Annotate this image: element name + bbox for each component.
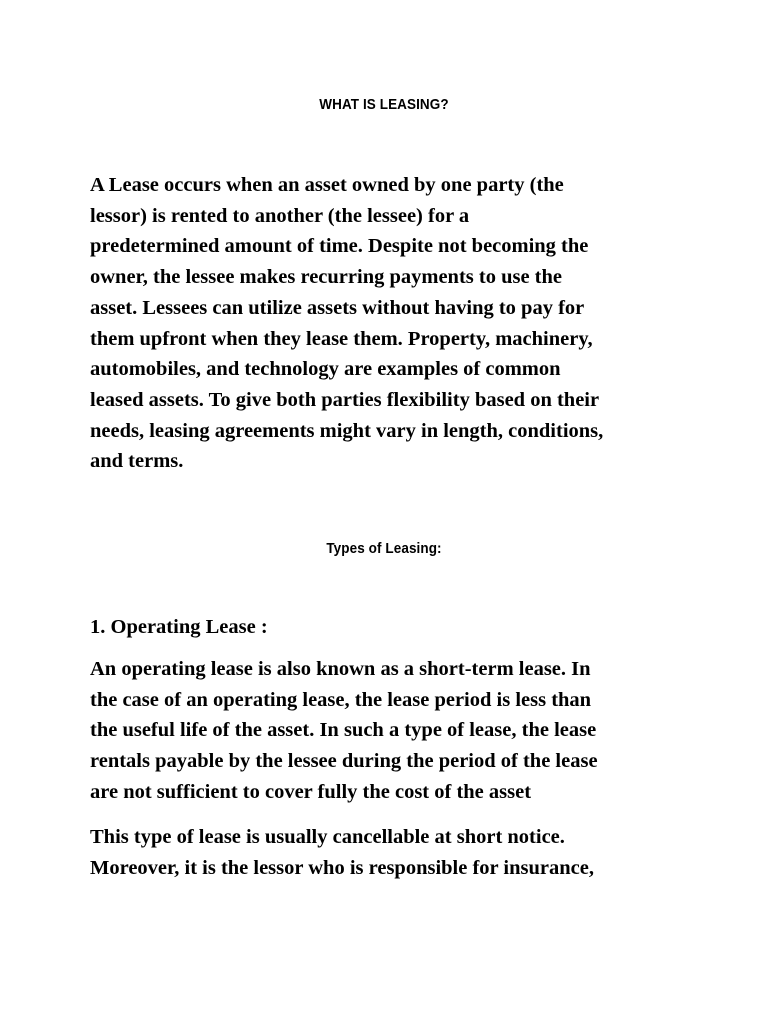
intro-line: lessor) is rented to another (the lessee) for a bbox=[90, 204, 470, 227]
intro-line: owner, the lessee makes recurring payments to use the bbox=[90, 266, 563, 289]
operating-lease-line: the case of an operating lease, the lease period is less than bbox=[90, 688, 592, 711]
intro-line: them upfront when they lease them. Property, machinery, bbox=[90, 327, 593, 350]
intro-line: and terms. bbox=[90, 450, 184, 473]
intro-line: leased assets. To give both parties flexibility based on their bbox=[90, 388, 600, 411]
types-heading: Types of Leasing: bbox=[326, 540, 442, 557]
operating-lease-line: This type of lease is usually cancellable at short notice. bbox=[90, 826, 565, 848]
intro-paragraph bbox=[90, 170, 690, 477]
operating-lease-heading bbox=[90, 612, 690, 643]
operating-lease-heading-text: 1. Operating Lease : bbox=[90, 616, 268, 638]
operating-lease-line: An operating lease is also known as a short-term lease. In bbox=[90, 658, 591, 680]
operating-lease-line: rentals payable by the lessee during the period of the lease bbox=[90, 750, 598, 773]
operating-lease-paragraph-2 bbox=[90, 822, 690, 883]
intro-line: predetermined amount of time. Despite not becoming the bbox=[90, 235, 589, 258]
operating-lease-paragraph bbox=[90, 654, 690, 808]
intro-line: asset. Lessees can utilize assets without having to pay for bbox=[90, 296, 585, 319]
intro-line: needs, leasing agreements might vary in length, conditions, bbox=[90, 419, 604, 442]
operating-lease-line: Moreover, it is the lessor who is responsible for insurance, bbox=[90, 856, 594, 879]
intro-line: A Lease occurs when an asset owned by one party (the bbox=[90, 174, 564, 196]
document-title: WHAT IS LEASING? bbox=[319, 96, 449, 113]
operating-lease-line: the useful life of the asset. In such a type of lease, the lease bbox=[90, 719, 597, 742]
intro-line: automobiles, and technology are examples of common bbox=[90, 358, 561, 381]
operating-lease-line: are not sufficient to cover fully the cost of the asset bbox=[90, 780, 532, 803]
